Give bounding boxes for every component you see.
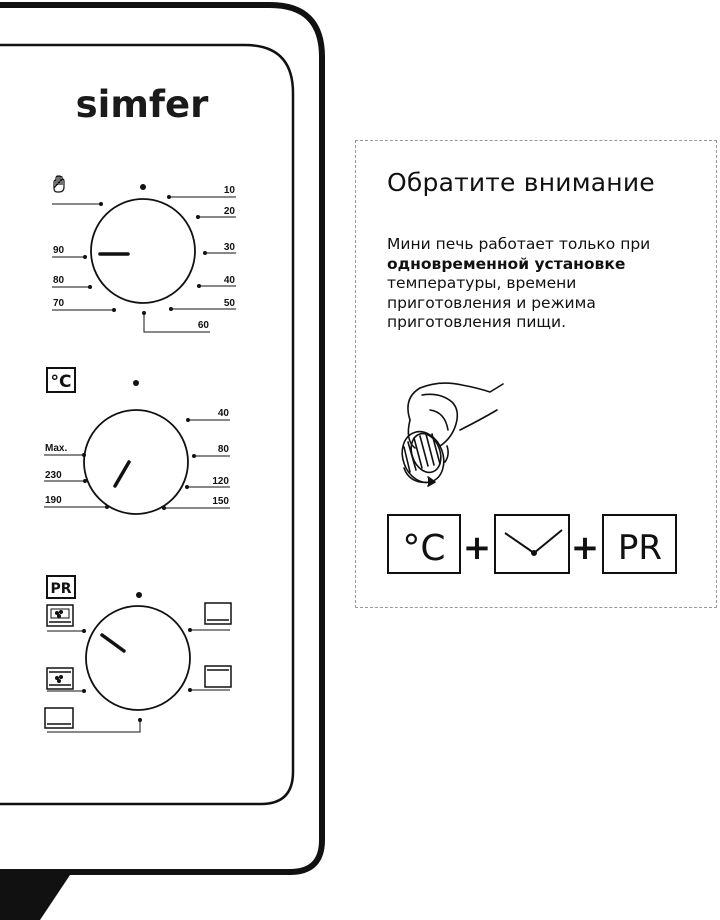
timer-mark-50: 50 [223,298,235,309]
top-bottom-heat-icon [205,666,231,687]
temperature-marks [44,420,230,508]
mode-top-dot [136,592,142,598]
mode-knob-group [45,576,231,732]
timer-mark-80: 80 [53,275,65,286]
timer-knob-group [52,176,236,332]
notice-text [387,235,717,333]
temperature-mark-190: 190 [45,495,62,506]
temperature-mark-40: 40 [217,408,229,419]
temperature-mark-230: 230 [45,470,62,481]
temperature-mark-max: Max. [45,443,68,454]
notice-line-bold: одновременной установке [387,254,626,273]
temperature-knob-pointer [115,462,129,486]
temperature-mark-150: 150 [212,496,229,507]
mode-dots [82,628,192,722]
notice-line-5: приготовления пищи. [387,313,567,331]
oven-foot [0,872,72,920]
formula-mode-symbol: PR [617,528,663,568]
timer-mark-10: 10 [223,185,235,196]
timer-knob[interactable] [91,199,195,303]
mode-knob[interactable] [86,606,190,710]
fan-grill-mode-icon [47,668,73,689]
notice-line-1: Мини печь работает только при [387,235,651,253]
panel-inner-frame [0,45,293,804]
top-heat-icon [205,603,231,624]
mode-symbol: PR [50,581,72,597]
notice-box [355,140,717,608]
temperature-knob[interactable] [84,410,188,514]
panel-outer-frame [0,5,322,872]
timer-mark-70: 70 [53,298,65,309]
timer-mark-60: 60 [197,320,209,331]
temperature-knob-group [44,368,230,514]
mode-marks [47,630,230,732]
formula-plus-2: + [570,528,600,568]
hand-icon [54,176,64,192]
temperature-mark-80: 80 [217,444,229,455]
timer-mark-40: 40 [223,275,235,286]
formula-plus-1: + [462,528,492,568]
timer-top-dot [140,184,146,190]
notice-line-3: температуры, времени [387,274,577,292]
notice-line-4: приготовления и режима [387,293,596,312]
mode-knob-pointer [102,635,124,651]
temperature-mark-120: 120 [212,476,229,487]
timer-mark-30: 30 [223,242,235,253]
timer-mark-90: 90 [53,245,65,256]
bottom-heat-icon [45,708,73,728]
brand-logo: simfer [75,83,209,126]
formula-temp-symbol: °C [402,528,446,569]
notice-title: Обратите внимание [387,168,655,197]
timer-mark-20: 20 [223,206,235,217]
temperature-top-dot [133,380,139,386]
fan-mode-icon [47,605,73,626]
temperature-symbol: °C [50,372,72,392]
